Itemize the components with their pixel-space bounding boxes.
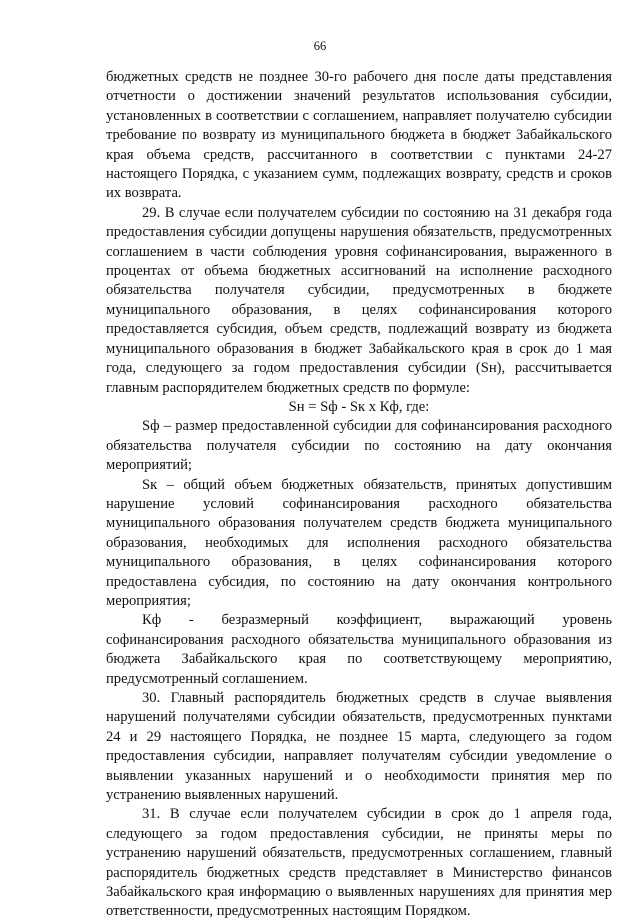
page-number: 66 [313, 39, 327, 53]
document-body [106, 68, 612, 922]
definition-sf: Sф – размер предоставленной субсидии для софинансирования расходного обязательства получателя субсидии по состоянию на дату окончания мероприятий; [106, 418, 612, 474]
definition-sk: Sк – общий объем бюджетных обязательств, принятых допустившим нарушение условий софинансирования расходного обязательства муниципального образования получателем средств бюджета муниципального образования, необходимых для исполнения расходного обязательства муниципального образования, в целях софинансирования которого предоставлена субсидия, по состоянию на дату окончания контрольного мероприятия; [106, 476, 612, 609]
paragraph-continuation: бюджетных средств не позднее 30-го рабочего дня после даты представления отчетности о достижении значений результатов использования субсидии, установленных в соответствии с соглашением, направляет получателю субсидии требование по возврату из муниципального бюджета в бюджет Забайкальского края объема средств, рассчитанного в соответствии с пунктами 24-27 настоящего Порядка, с указанием сумм, подлежащих возврату, средств и сроков их возврата. [106, 69, 612, 202]
paragraph-item-30: 30. Главный распорядитель бюджетных средств в случае выявления нарушений получателями субсидии обязательств, предусмотренных пунктами 24 и 29 настоящего Порядка, не позднее 15 марта, следующего за годом предоставления субсидии, направляет получателям субсидии уведомление о выявлении указанных нарушений и о необходимости принятия мер по устранению выявленных нарушений. [106, 690, 612, 804]
definition-kf: Кф - безразмерный коэффициент, выражающий уровень софинансирования расходного обязательства муниципального образования из бюджета Забайкальского края по соответствующему мероприятию, предусмотренный соглашением. [106, 612, 612, 687]
paragraph-item-31: 31. В случае если получателем субсидии в срок до 1 апреля года, следующего за годом предоставления субсидии, не приняты меры по устранению нарушений обязательств, предусмотренных соглашением, главный распорядитель бюджетных средств представляет в Министерство финансов Забайкальского края информацию о выявленных нарушениях для принятия мер ответственности, предусмотренных настоящим Порядком. [106, 806, 612, 920]
formula: Sн = Sф - Sк х Кф, где: [288, 398, 430, 415]
paragraph-item-29: 29. В случае если получателем субсидии по состоянию на 31 декабря года предоставления субсидии допущены нарушения обязательств, предусмотренных соглашением в части соблюдения уровня софинансирования, выраженного в процентах от объема бюджетных ассигнований на исполнение расходного обязательства получателя субсидии, предусмотренных в бюджете муниципального образования, в целях софинансирования которого предоставляется субсидия, объем средств, подлежащий возврату из бюджета муниципального образования в бюджет Забайкальского края в срок до 1 мая года, следующего за годом предоставления субсидии (Sн), рассчитывается главным распорядителем бюджетных средств по формуле: [106, 204, 612, 396]
